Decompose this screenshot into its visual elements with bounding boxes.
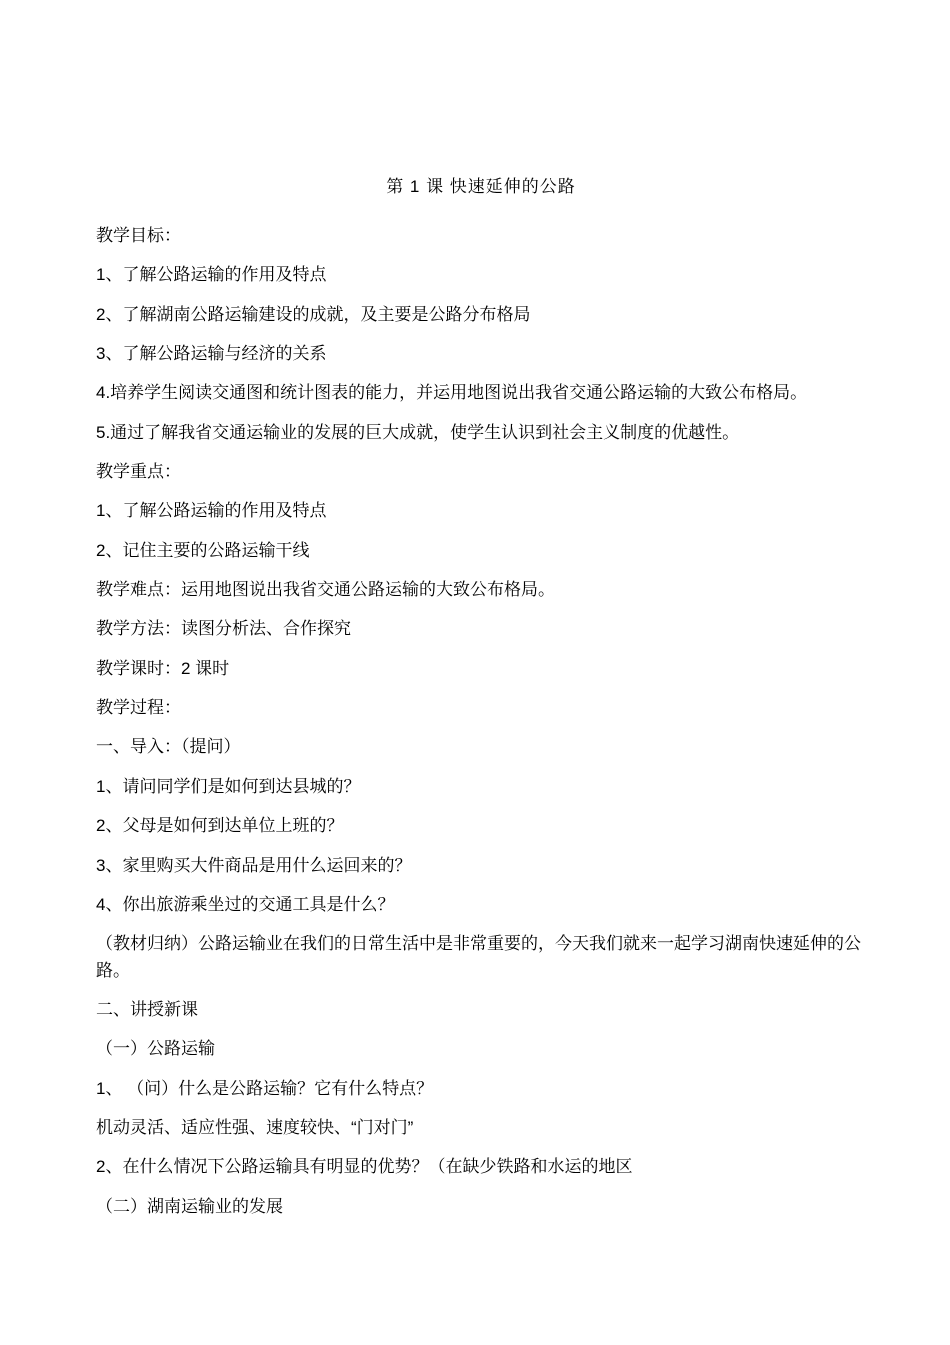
difficulty-line: 教学难点：运用地图说出我省交通公路运输的大致公布格局。 [96,580,555,600]
objectives-heading: 教学目标： [96,226,181,245]
page-title: 第 1 课 快速延伸的公路 [386,177,576,196]
key-point-2: 2、记住主要的公路运输干线 [96,540,310,560]
objective-4: 4.培养学生阅读交通图和统计图表的能力，并运用地图说出我省交通公路运输的大致公布格局。 [96,383,808,403]
subsection-two-heading: （二）湖南运输业的发展 [96,1196,283,1216]
key-points-heading: 教学重点： [96,462,181,482]
objective-1: 1、了解公路运输的作用及特点 [96,265,327,285]
method-line: 教学方法：读图分析法、合作探究 [96,619,351,639]
objective-5: 5.通过了解我省交通运输业的发展的巨大成就，使学生认识到社会主义制度的优越性。 [96,422,740,442]
process-heading: 教学过程： [96,698,181,718]
intro-question-3: 3、家里购买大件商品是用什么运回来的？ [96,855,412,875]
intro-question-4: 4、你出旅游乘坐过的交通工具是什么？ [96,894,395,914]
intro-question-2: 2、父母是如何到达单位上班的？ [96,816,344,836]
periods-line: 教学课时：2 课时 [96,658,230,678]
document-body [96,172,866,1233]
section-two-heading: 二、讲授新课 [96,999,198,1019]
sub1-question-1: 1、 （问）什么是公路运输？它有什么特点？ [96,1078,434,1098]
subsection-one-heading: （一）公路运输 [96,1039,215,1059]
summary-paragraph: （教材归纳）公路运输业在我们的日常生活中是非常重要的，今天我们就来一起学习湖南快速延伸的公路。 [96,934,861,980]
objective-2: 2、了解湖南公路运输建设的成就，及主要是公路分布格局 [96,304,531,324]
sub1-answer: 机动灵活、适应性强、速度较快、“门对门” [96,1117,414,1137]
objective-3: 3、了解公路运输与经济的关系 [96,344,327,364]
sub1-question-2: 2、在什么情况下公路运输具有明显的优势？（在缺少铁路和水运的地区 [96,1157,633,1177]
section-one-heading: 一、导入：（提问） [96,737,241,757]
key-point-1: 1、了解公路运输的作用及特点 [96,501,327,521]
intro-question-1: 1、请问同学们是如何到达县城的？ [96,776,361,796]
